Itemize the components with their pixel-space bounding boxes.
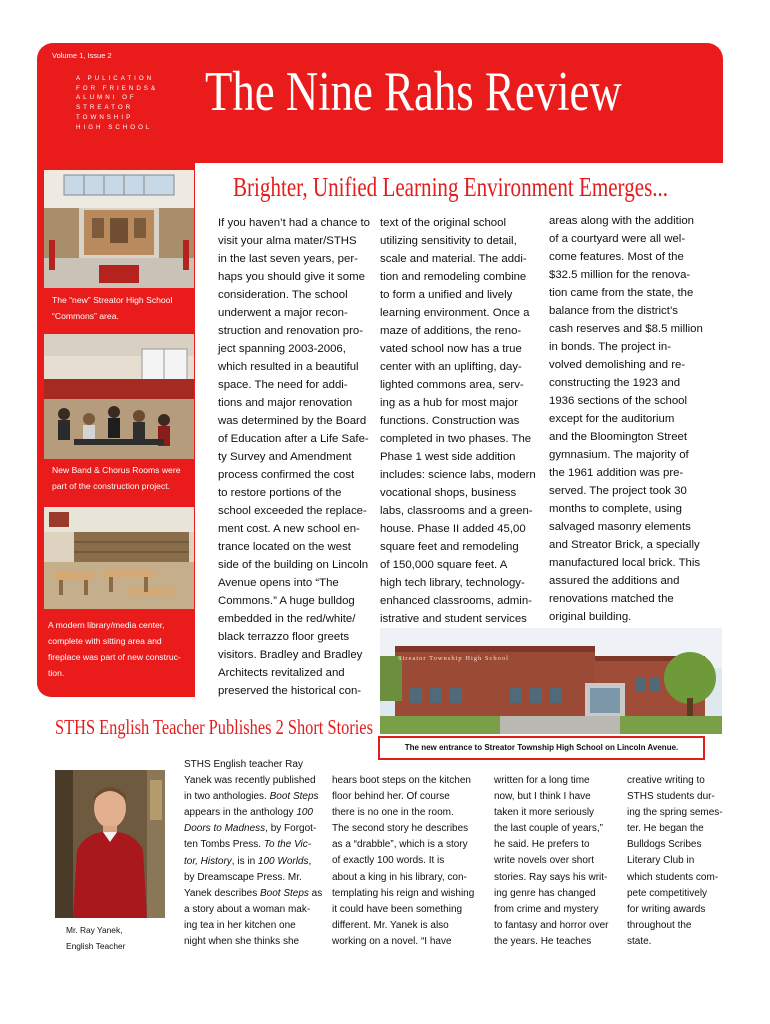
volume-issue: Volume 1, Issue 2 — [52, 51, 112, 60]
text-line: square feet and remodeling — [380, 541, 519, 553]
text-line: in bonds. The project in- — [549, 341, 671, 353]
text-line: maze of additions, the reno- — [380, 325, 522, 337]
text-line: istrative and student services — [380, 613, 527, 625]
text-line: functions. Construction was — [380, 415, 520, 427]
text-line: ing as a hub for most major — [380, 397, 519, 409]
text-line: tions and major renovation — [218, 397, 353, 409]
commons-illustration — [44, 170, 194, 288]
text-line: different. Mr. Yanek is also — [332, 919, 449, 931]
text-line: black terrazzo floor greets — [218, 631, 350, 643]
tagline — [76, 74, 166, 132]
text-line: Yanek describes Boot Steps as — [184, 887, 323, 899]
text-line: side of the building on Lincoln — [218, 559, 369, 571]
text-line: taken it more seriously — [494, 807, 595, 819]
text-line: areas along with the addition — [549, 215, 695, 227]
school-entrance-photo — [380, 628, 722, 734]
caption-line: English Teacher — [66, 941, 126, 951]
text-line: enhanced classrooms, admin- — [380, 595, 532, 607]
text-line: learning environment. Once a — [380, 307, 530, 319]
text-line: Commons.” A huge bulldog — [218, 595, 355, 607]
text-line: there is no one in the room. — [332, 807, 454, 819]
text-line: was determined by the Board — [218, 415, 367, 427]
band-room-photo — [44, 334, 194, 459]
text-line: Yanek was recently published — [184, 775, 316, 787]
text-line: ten Tombs Press. To the Vic- — [184, 839, 312, 851]
article1-column-2 — [380, 214, 545, 628]
text-line: write novels over short — [494, 855, 595, 867]
text-line: Phase 1 west side addition — [380, 451, 516, 463]
text-line: underwent a major recon- — [218, 307, 348, 319]
commons-caption — [52, 292, 172, 324]
tagline-line: TOWNSHIP — [76, 113, 134, 121]
text-line: the last couple of years,” — [494, 823, 603, 835]
text-line: text of the original school — [380, 217, 507, 229]
commons-photo — [44, 170, 194, 288]
text-line: haps you should give it some — [218, 271, 365, 283]
text-line: visitors. Bradley and Bradley — [218, 649, 363, 661]
article1-column-1 — [218, 214, 378, 700]
text-line: If you haven’t had a chance to — [218, 217, 370, 229]
article2-headline: STHS English Teacher Publishes 2 Short Stories — [55, 715, 373, 739]
text-line: high tech library, technology- — [380, 577, 525, 589]
text-line: STHS students dur- — [627, 791, 715, 803]
text-line: months to complete, using — [549, 503, 682, 515]
text-line: templating his reign and wishing — [332, 887, 475, 899]
text-line: creative writing to — [627, 775, 705, 786]
text-line: the years. He teaches — [494, 935, 592, 947]
text-line: renovations matched the — [549, 593, 674, 605]
text-line: of 150,000 square feet. A — [380, 559, 508, 571]
text-line: $32.5 million for the renova- — [549, 269, 691, 281]
text-line: constructing the 1923 and — [549, 377, 681, 389]
text-line: original building. — [549, 611, 632, 623]
text-line: includes: science labs, modern — [380, 469, 536, 481]
text-line: ject spanning 2003-2006, — [218, 343, 346, 355]
text-line: volved demolishing and re- — [549, 359, 686, 371]
text-line: preserved the historical con- — [218, 685, 362, 697]
text-line: struction and renovation pro- — [218, 325, 363, 337]
text-line: to fantasy and horror over — [494, 919, 609, 931]
tagline-line: FOR FRIENDS& — [76, 84, 159, 92]
text-line: it could have been something — [332, 903, 463, 915]
text-line: manufactured local brick. This — [549, 557, 701, 569]
text-line: come features. Most of the — [549, 251, 684, 263]
text-line: Doors to Madness, by Forgot- — [184, 823, 317, 835]
text-line: working on a novel. “I have — [332, 935, 452, 947]
text-line: served. The project took 30 — [549, 485, 687, 497]
text-line: ty Survey and Amendment — [218, 451, 352, 463]
tagline-line: STREATOR — [76, 104, 134, 112]
teacher-portrait-illustration — [55, 770, 165, 918]
text-line: Architects revitalized and — [218, 667, 345, 679]
text-line: completed in two phases. The — [380, 433, 532, 445]
article2-column-1 — [184, 757, 324, 950]
text-line: tion and remodeling combine — [380, 271, 527, 283]
text-line: school exceeded the replace- — [218, 505, 367, 517]
text-line: process confirmed the cost — [218, 469, 355, 481]
building-sign: Streator Township High School — [398, 655, 509, 662]
text-line: to restore portions of the — [218, 487, 342, 499]
article2-column-4 — [627, 773, 737, 950]
band-room-caption — [52, 462, 180, 494]
text-line: appears in the anthology 100 — [184, 807, 313, 819]
text-line: The second story he describes — [332, 823, 469, 835]
text-line: night when she thinks she — [184, 936, 300, 948]
text-line: floor behind her. Of course — [332, 791, 450, 803]
newsletter-title: The Nine Rahs Review — [205, 61, 622, 123]
text-line: about a king in his library, con- — [332, 871, 467, 883]
teacher-photo — [55, 770, 165, 918]
text-line: vated school now has a true — [380, 343, 522, 355]
article1-column-3 — [549, 212, 721, 626]
text-line: from crime and mystery — [494, 903, 599, 915]
text-line: tor, History, is in 100 Worlds, — [184, 855, 312, 867]
caption-line: part of the construction project. — [52, 481, 170, 491]
teacher-caption — [66, 922, 125, 954]
text-line: embedded in the red/white/ — [218, 613, 356, 625]
text-line: tion came from the state, the — [549, 287, 694, 299]
tagline-line: ALUMNI OF — [76, 94, 137, 102]
school-building-illustration — [380, 628, 722, 734]
text-line: a story about a woman mak- — [184, 903, 311, 915]
text-line: pete competitively — [627, 887, 708, 899]
text-line: hears boot steps on the kitchen — [332, 775, 471, 786]
caption-line: tion. — [48, 668, 65, 678]
text-line: Avenue opens into “The — [218, 577, 339, 589]
text-line: space. The need for addi- — [218, 379, 348, 391]
text-line: salvaged masonry elements — [549, 521, 691, 533]
text-line: by Dreamscape Press. Mr. — [184, 871, 302, 883]
text-line: in two anthologies. Boot Steps — [184, 791, 319, 803]
caption-line: A modern library/media center, — [48, 620, 165, 630]
library-photo — [44, 507, 194, 609]
text-line: which students com- — [627, 871, 719, 883]
text-line: vocational shops, business — [380, 487, 517, 499]
text-line: written for a long time — [494, 775, 590, 786]
text-line: consideration. The school — [218, 289, 348, 301]
text-line: ing genre has changed — [494, 887, 596, 899]
text-line: scale and material. The addi- — [380, 253, 527, 265]
text-line: ter. He began the — [627, 823, 704, 835]
text-line: of Education after a Life Safe- — [218, 433, 369, 445]
text-line: which resulted in a beautiful — [218, 361, 359, 373]
caption-line: “Commons” area. — [52, 311, 119, 321]
text-line: lighted commons area, serv- — [380, 379, 524, 391]
text-line: of a courtyard were all wel- — [549, 233, 686, 245]
text-line: trance located on the west — [218, 541, 351, 553]
band-room-illustration — [44, 334, 194, 459]
text-line: he said. He prefers to — [494, 839, 590, 851]
article2-column-3 — [494, 773, 624, 950]
tagline-line: A PULICATION — [76, 75, 155, 82]
text-line: cash reserves and $8.5 million — [549, 323, 703, 335]
text-line: balance from the district’s — [549, 305, 678, 317]
text-line: as a “drabble”, which is a story — [332, 839, 468, 851]
text-line: house. Phase II added 45,00 — [380, 523, 526, 535]
text-line: now, but I think I have — [494, 791, 591, 803]
caption-line: New Band & Chorus Rooms were — [52, 465, 181, 475]
school-photo-caption: The new entrance to Streator Township High School on Lincoln Avenue. — [378, 736, 705, 760]
text-line: Literary Club in — [627, 855, 695, 867]
text-line: visit your alma mater/STHS — [218, 235, 357, 247]
text-line: of exactly 100 words. It is — [332, 855, 445, 867]
caption-line: complete with sitting area and — [48, 636, 162, 646]
library-caption — [48, 617, 181, 681]
article1-headline: Brighter, Unified Learning Environment Emerges... — [233, 172, 669, 202]
text-line: for writing awards — [627, 903, 706, 915]
text-line: ing the spring semes- — [627, 807, 723, 819]
text-line: to form a unified and lively — [380, 289, 513, 301]
caption-line: fireplace was part of new construc- — [48, 652, 181, 662]
text-line: ment cost. A new school en- — [218, 523, 360, 535]
text-line: throughout the — [627, 919, 692, 931]
text-line: except for the auditorium — [549, 413, 675, 425]
text-line: stories. Ray says his writ- — [494, 871, 608, 883]
text-line: state. — [627, 935, 652, 947]
text-line: 1936 sections of the school — [549, 395, 688, 407]
tagline-line: HIGH SCHOOL — [76, 123, 153, 131]
text-line: Bulldogs Scribes — [627, 839, 702, 851]
caption-line: Mr. Ray Yanek, — [66, 925, 123, 935]
text-line: ing tea in her kitchen one — [184, 919, 296, 931]
text-line: in the last seven years, per- — [218, 253, 358, 265]
caption-line: The “new” Streator High School — [52, 295, 173, 305]
text-line: the 1961 addition was pre- — [549, 467, 684, 479]
text-line: gymnasium. The majority of — [549, 449, 689, 461]
text-line: utilizing sensitivity to detail, — [380, 235, 517, 247]
text-line: center with an uplifting, day- — [380, 361, 522, 373]
text-line: STHS English teacher Ray — [184, 759, 303, 770]
article2-column-2 — [332, 773, 492, 950]
text-line: labs, classrooms and a green- — [380, 505, 533, 517]
text-line: assured the additions and — [549, 575, 680, 587]
text-line: and Streator Brick, a specially — [549, 539, 700, 551]
text-line: and the Bloomington Street — [549, 431, 688, 443]
library-illustration — [44, 507, 194, 609]
